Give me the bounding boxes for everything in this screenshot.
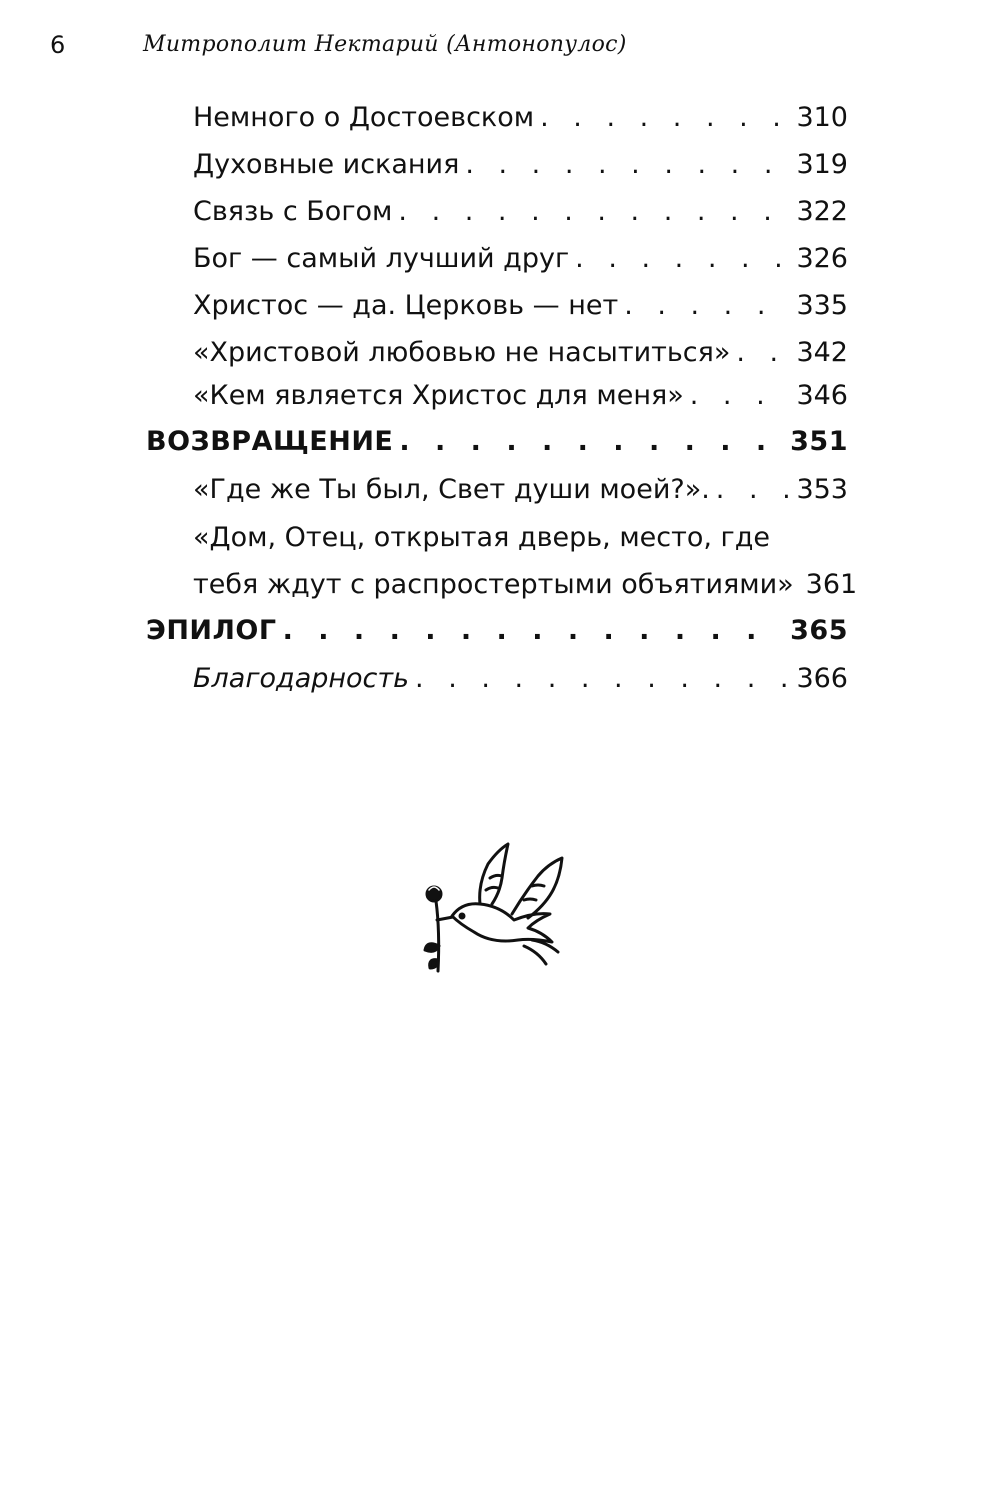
table-of-contents — [0, 0, 1000, 720]
toc-part-title: ЭПИЛОГ — [146, 615, 277, 646]
toc-entry-page: 322 — [796, 196, 848, 227]
toc-leader-dots — [624, 288, 790, 324]
toc-entry — [193, 241, 848, 277]
toc-entry — [193, 194, 848, 230]
toc-entry — [193, 661, 848, 697]
toc-part-entry — [146, 613, 848, 649]
toc-entry-title-line1: «Дом, Отец, открытая дверь, место, где — [193, 522, 771, 553]
toc-entry-title: Благодарность — [193, 663, 410, 694]
toc-leader-dots — [690, 378, 791, 414]
toc-part-page: 351 — [790, 426, 848, 457]
toc-entry — [193, 147, 848, 183]
toc-entry-page: 319 — [796, 149, 848, 180]
toc-entry-page: 346 — [796, 380, 848, 411]
toc-entry-title: «Где же Ты был, Свет души моей?». — [193, 474, 710, 505]
toc-leader-dots — [283, 613, 785, 649]
page-number: 6 — [50, 31, 66, 59]
toc-entry-title-line2: тебя ждут с распростертыми объятиями» — [193, 569, 794, 600]
toc-entry-page: 353 — [796, 474, 848, 505]
toc-entry-title: Немного о Достоевском — [193, 102, 535, 133]
toc-entry-title: Связь с Богом — [193, 196, 393, 227]
toc-entry-page: 342 — [796, 337, 848, 368]
toc-entry — [193, 335, 848, 371]
toc-entry — [193, 100, 848, 136]
toc-entry-title: Христос — да. Церковь — нет — [193, 290, 619, 321]
toc-entry-title: «Христовой любовью не насытиться» — [193, 337, 731, 368]
toc-entry — [193, 567, 858, 603]
toc-leader-dots — [465, 147, 790, 183]
toc-entry-title: Бог — самый лучший друг — [193, 243, 570, 274]
toc-entry — [193, 378, 848, 414]
toc-entry-page: 335 — [796, 290, 848, 321]
toc-leader-dots — [716, 472, 791, 508]
toc-entry-page: 361 — [805, 569, 858, 600]
toc-entry — [193, 288, 848, 324]
toc-entry-title: Духовные искания — [193, 149, 460, 180]
dove-with-rose-icon — [412, 838, 582, 978]
toc-leader-dots — [540, 100, 790, 136]
toc-entry-page: 310 — [796, 102, 848, 133]
toc-leader-dots — [736, 335, 790, 371]
toc-part-page: 365 — [790, 615, 848, 646]
toc-leader-dots — [575, 241, 790, 277]
toc-entry-page: 366 — [796, 663, 848, 694]
running-head: Митрополит Нектарий (Антонопулос) — [143, 32, 627, 57]
toc-entry — [193, 472, 848, 508]
toc-entry-title: «Кем является Христос для меня» — [193, 380, 684, 411]
toc-part-entry — [146, 424, 848, 460]
toc-leader-dots — [398, 194, 790, 230]
toc-leader-dots — [399, 424, 784, 460]
toc-entry-page: 326 — [796, 243, 848, 274]
toc-leader-dots — [415, 661, 790, 697]
toc-part-title: ВОЗВРАЩЕНИЕ — [146, 426, 394, 457]
